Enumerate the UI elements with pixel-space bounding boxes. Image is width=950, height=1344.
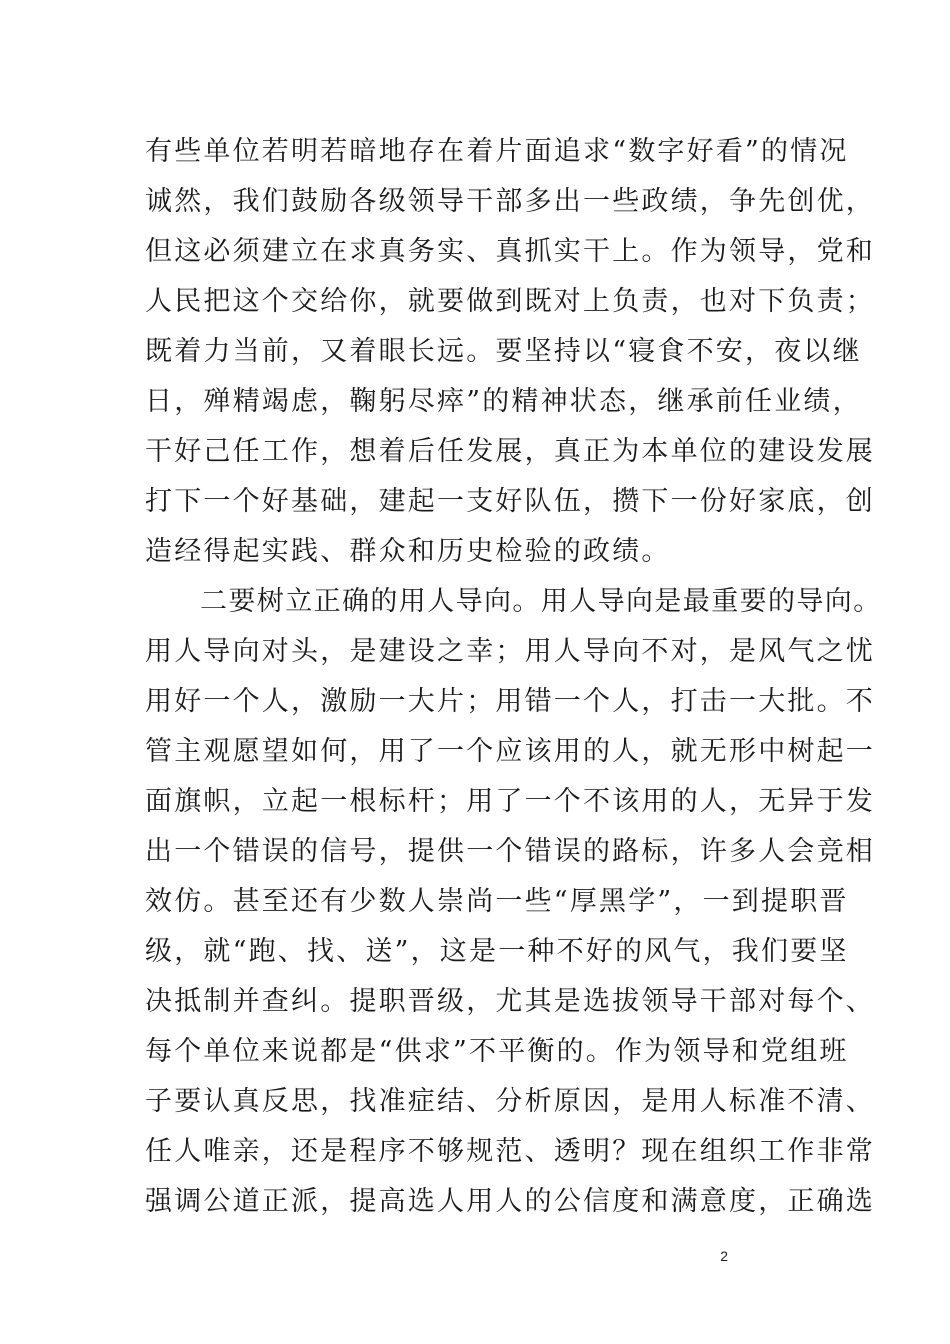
text-line: 干好己任工作，想着后任发展，真正为本单位的建设发展 — [145, 436, 875, 467]
text-line: 出一个错误的信号，提供一个错误的路标，许多人会竞相 — [145, 836, 875, 867]
text-line: 人民把这个交给你，就要做到既对上负责，也对下负责； — [145, 286, 875, 317]
text-line: 打下一个好基础，建起一支好队伍，攒下一份好家底，创 — [145, 486, 875, 517]
text-line: 但这必须建立在求真务实、真抓实干上。作为领导，党和 — [145, 236, 875, 267]
text-line: 既着力当前，又着眼长远。要坚持以“寝食不安，夜以继 — [145, 336, 862, 367]
text-line: 有些单位若明若暗地存在着片面追求“数字好看”的情况 — [145, 136, 849, 167]
text-line: 面旗帜，立起一根标杆；用了一个不该用的人，无异于发 — [145, 786, 875, 817]
text-line: 用人导向对头，是建设之幸；用人导向不对，是风气之忧 — [145, 636, 875, 667]
text-line: 日，殚精竭虑，鞠躬尽瘁”的精神状态，继承前任业绩， — [145, 386, 862, 417]
text-line: 决抵制并查纠。提职晋级，尤其是选拔领导干部对每个、 — [145, 986, 875, 1017]
page-number: 2 — [720, 1248, 728, 1264]
text-line: 强调公道正派，提高选人用人的公信度和满意度，正确选 — [145, 1186, 875, 1217]
text-line: 效仿。甚至还有少数人崇尚一些“厚黑学”，一到提职晋 — [145, 886, 849, 917]
text-line: 每个单位来说都是“供求”不平衡的。作为领导和党组班 — [145, 1036, 849, 1067]
text-line: 管主观愿望如何，用了一个应该用的人，就无形中树起一 — [145, 736, 875, 767]
text-line: 诚然，我们鼓励各级领导干部多出一些政绩，争先创优， — [145, 186, 875, 217]
paragraph-start-line: 二要树立正确的用人导向。用人导向是最重要的导向。 — [200, 586, 882, 617]
text-line: 造经得起实践、群众和历史检验的政绩。 — [145, 536, 671, 567]
text-line: 子要认真反思，找准症结、分析原因，是用人标准不清、 — [145, 1086, 875, 1117]
text-line: 任人唯亲，还是程序不够规范、透明？现在组织工作非常 — [145, 1136, 875, 1167]
text-line: 级，就“跑、找、送”，这是一种不好的风气，我们要坚 — [145, 936, 849, 967]
text-line: 用好一个人，激励一大片；用错一个人，打击一大批。不 — [145, 686, 875, 717]
